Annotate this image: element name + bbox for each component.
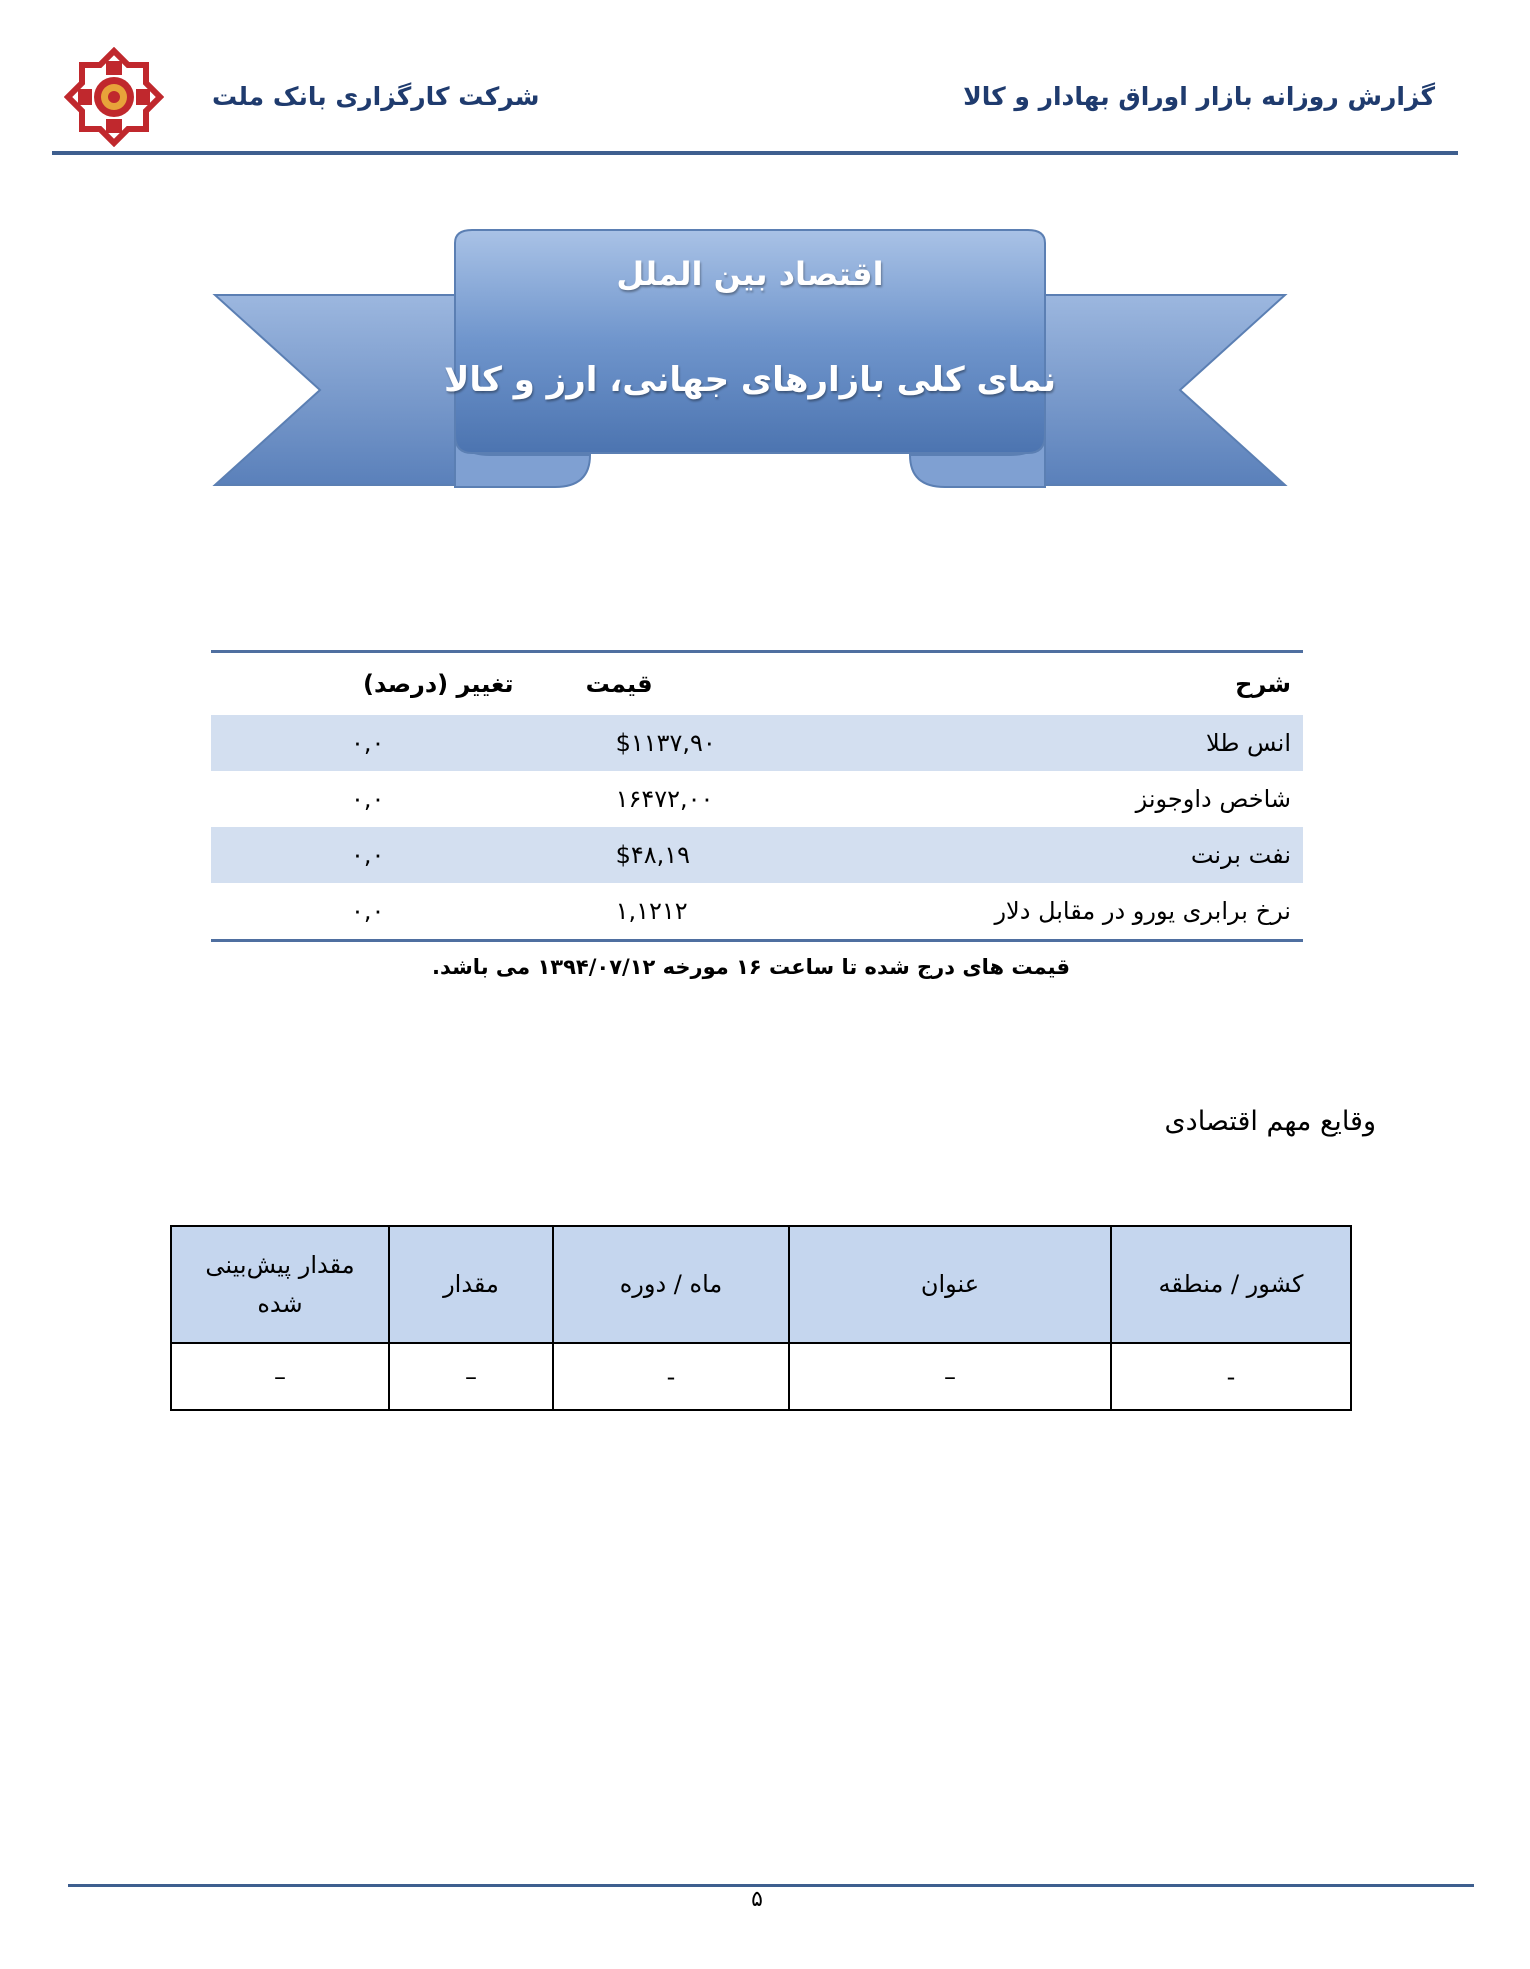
header-change: تغییر (درصد) <box>363 670 514 698</box>
row-description: شاخص داوجونز <box>1135 785 1291 813</box>
cell-period: - <box>553 1343 789 1410</box>
banner-subtitle: نمای کلی بازارهای جهانی، ارز و کالا <box>444 360 1056 400</box>
table-header-row <box>171 1226 1351 1343</box>
row-description: نفت برنت <box>979 827 1303 883</box>
cell-amount: – <box>389 1343 553 1410</box>
header-amount: مقدار <box>389 1226 553 1343</box>
price-timestamp-note: قیمت های درج شده تا ساعت ۱۶ مورخه ۱۳۹۴/۰۷/۱۲ می باشد. <box>432 955 1070 979</box>
header-forecast-line2: شده <box>257 1289 303 1318</box>
events-section-title: وقایع مهم اقتصادی <box>1164 1106 1376 1137</box>
header-period: ماه / دوره <box>553 1226 789 1343</box>
row-change: ۰,۰ <box>211 715 526 771</box>
header-forecast-line1: مقدار پیش‌بینی <box>205 1251 355 1280</box>
header-rule <box>52 151 1458 155</box>
footer-rule <box>68 1884 1474 1887</box>
header-country: کشور / منطقه <box>1111 1226 1351 1343</box>
table-row <box>211 715 1303 771</box>
row-change: ۰,۰ <box>211 827 526 883</box>
company-name: شرکت کارگزاری بانک ملت <box>212 82 540 111</box>
row-change: ۰,۰ <box>351 785 385 813</box>
cell-forecast: – <box>171 1343 389 1410</box>
header-subject: عنوان <box>789 1226 1111 1343</box>
row-change: ۰,۰ <box>211 883 526 941</box>
banner-title: اقتصاد بین الملل <box>616 255 884 293</box>
table-row <box>211 827 1303 883</box>
page-number: ۵ <box>751 1887 763 1912</box>
table-row <box>211 883 1303 941</box>
cell-subject: – <box>789 1343 1111 1410</box>
report-title: گزارش روزانه بازار اوراق بهادار و کالا <box>963 82 1435 111</box>
row-price: ۱,۱۲۱۲ <box>526 883 980 941</box>
row-description: نرخ برابری یورو در مقابل دلار <box>979 883 1303 941</box>
table-row <box>211 771 1303 827</box>
table-header-row <box>211 652 1303 716</box>
header-description: شرح <box>1235 670 1291 698</box>
row-price: ۱۶۴۷۲,۰۰ <box>615 785 714 813</box>
cell-country: - <box>1111 1343 1351 1410</box>
market-overview-table <box>211 650 1303 942</box>
bank-mellat-logo <box>64 47 164 147</box>
header-forecast <box>171 1226 389 1343</box>
economic-events-table <box>170 1225 1352 1411</box>
row-price: $۱۱۳۷,۹۰ <box>526 715 980 771</box>
row-description: انس طلا <box>979 715 1303 771</box>
row-price: $۴۸,۱۹ <box>526 827 980 883</box>
table-row <box>171 1343 1351 1410</box>
header-price: قیمت <box>585 670 653 698</box>
